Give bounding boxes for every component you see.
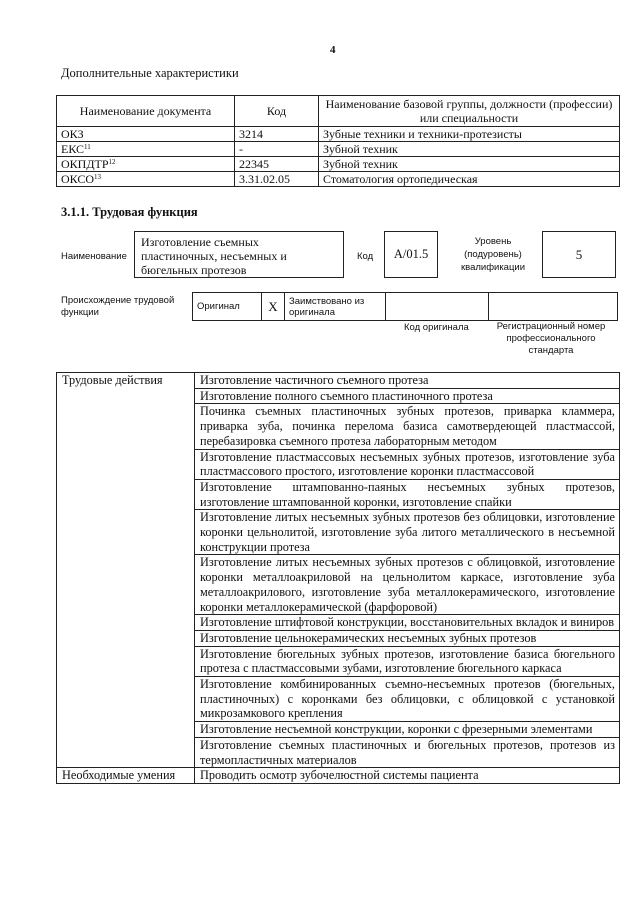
labor-action: Изготовление пластмассовых несъемных зубных протезов, изготовление зуба пластмассового простого, изготовление коронки пластмассовой [195, 449, 620, 479]
table-row [57, 127, 620, 142]
header-code: Код [235, 96, 319, 127]
labor-action: Изготовление съемных пластиночных и бюгельных протезов, протезов из термопластичных материалов [195, 737, 620, 767]
labor-action: Изготовление частичного съемного протеза [195, 373, 620, 389]
footnote-ref: 11 [84, 143, 91, 151]
doc-name: ОКСО [61, 172, 95, 186]
function-name-value: Изготовление съемных пластиночных, несъемных и бюгельных протезов [134, 231, 344, 278]
origin-table [192, 292, 618, 321]
original-mark: X [262, 293, 285, 321]
labor-actions-label: Трудовые действия [57, 373, 195, 768]
labor-action: Изготовление литых несъемных зубных протезов с облицовкой, изготовление коронки металлоакриловой на цельнолитом каркасе, изготовление зуба металлоакрилового, изготовление зуба металлокерамического, изготовление коронки металлокерамической (фарфоровой) [195, 555, 620, 615]
header-group-name: Наименование базовой группы, должности (профессии) или специальности [319, 96, 620, 127]
footnote-ref: 13 [94, 173, 102, 181]
doc-name: ОКЗ [61, 127, 84, 141]
labor-action: Изготовление цельнокерамических несъемных зубных протезов [195, 630, 620, 646]
page-number: 4 [330, 44, 336, 56]
original-code-cell [386, 293, 489, 321]
table-row [57, 373, 620, 389]
qualification-level-label: Уровень (подуровень) квалификации [460, 236, 526, 273]
labor-action: Изготовление несъемной конструкции, коронки с фрезерными элементами [195, 722, 620, 738]
required-skills-label: Необходимые умения [57, 768, 195, 784]
table-row [57, 768, 620, 784]
labor-action: Изготовление штифтовой конструкции, восстановительных вкладок и виниров [195, 615, 620, 631]
doc-name: ЕКС [61, 142, 85, 156]
table-row [57, 172, 620, 187]
function-name-label: Наименование [61, 251, 127, 262]
doc-code: 22345 [235, 157, 319, 172]
additional-characteristics-table [56, 95, 620, 187]
group-name: Зубной техник [319, 142, 620, 157]
header-document: Наименование документа [57, 96, 235, 127]
original-label: Оригинал [193, 293, 262, 321]
labor-action: Изготовление полного съемного пластиночного протеза [195, 388, 620, 404]
labor-action: Починка съемных пластиночных зубных протезов, приварка кламмера, приварка зуба, починка перелома базиса самотвердеющей пластмассой, перебазировка съемного протеза лабораторным методом [195, 404, 620, 449]
doc-code: - [235, 142, 319, 157]
function-origin-label: Происхождение трудовой функции [61, 295, 175, 318]
labor-action: Изготовление литых несъемных зубных протезов без облицовки, изготовление коронки цельнолитой, изготовление зуба литого металлического в несъемной конструкции протеза [195, 510, 620, 555]
labor-action: Изготовление бюгельных зубных протезов, изготовление базиса бюгельного протеза с пластмассовыми зубами, изготовление бюгельного каркаса [195, 646, 620, 676]
doc-code: 3214 [235, 127, 319, 142]
labor-actions-table [56, 372, 620, 784]
table-row [57, 142, 620, 157]
table-row [57, 157, 620, 172]
required-skill: Проводить осмотр зубочелюстной системы пациента [195, 768, 620, 784]
additional-characteristics-title: Дополнительные характеристики [61, 66, 239, 80]
doc-name: ОКПДТР [61, 157, 109, 171]
labor-action: Изготовление штампованно-паяных несъемных зубных протезов, изготовление штампованной коронки, изготовление спайки [195, 479, 620, 509]
group-name: Зубной техник [319, 157, 620, 172]
function-code-label: Код [357, 251, 374, 262]
labor-action: Изготовление комбинированных съемно-несъемных протезов (бюгельных, пластиночных) с коронками без облицовки, с облицовкой с установкой микрозамкового крепления [195, 677, 620, 722]
group-name: Зубные техники и техники-протезисты [319, 127, 620, 142]
original-code-caption: Код оригинала [404, 322, 469, 333]
qualification-level-value: 5 [542, 231, 616, 278]
doc-code: 3.31.02.05 [235, 172, 319, 187]
function-code-value: A/01.5 [384, 231, 438, 278]
borrowed-label: Заимствовано из оригинала [285, 293, 386, 321]
group-name: Стоматология ортопедическая [319, 172, 620, 187]
reg-number-caption: Регистрационный номер профессионального стандарта [496, 321, 606, 356]
table-header-row [57, 96, 620, 127]
section-title: 3.1.1. Трудовая функция [61, 205, 198, 219]
footnote-ref: 12 [108, 158, 116, 166]
reg-number-cell [489, 293, 618, 321]
